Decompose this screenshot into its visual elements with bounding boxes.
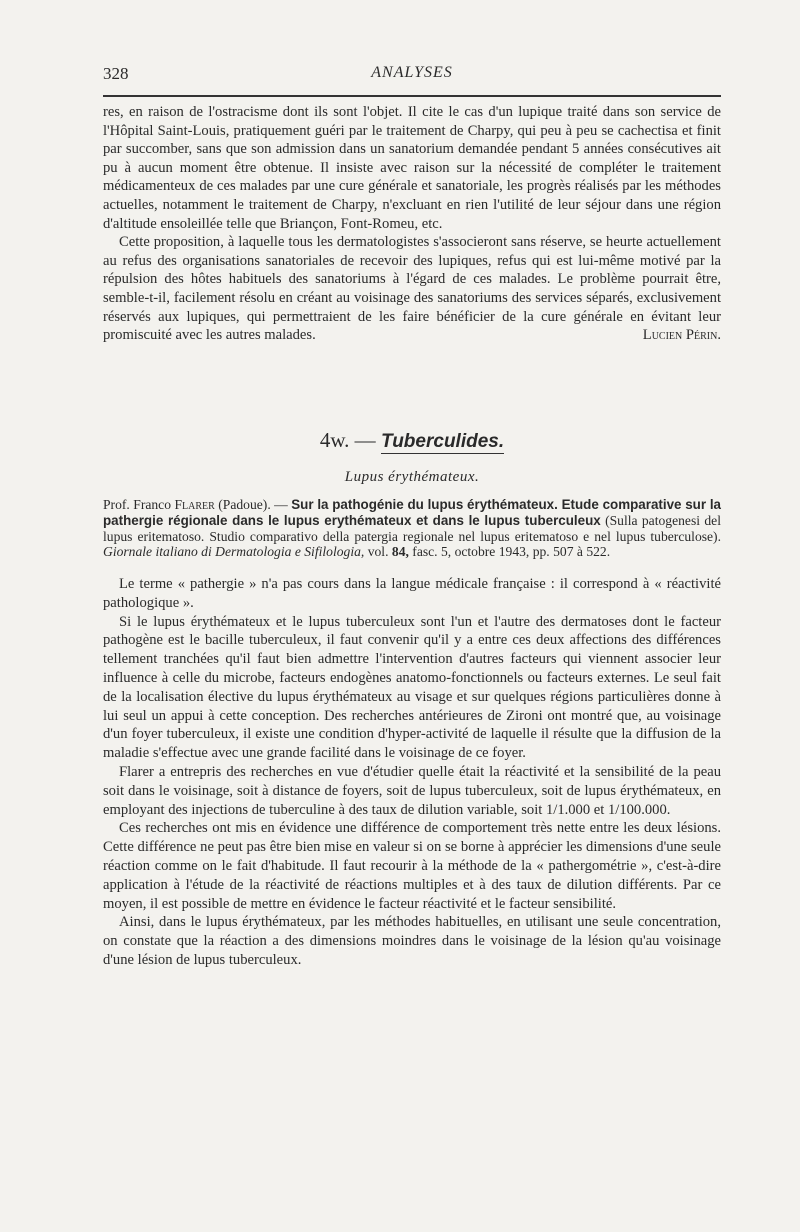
section-heading — [103, 428, 721, 453]
header-rule — [103, 95, 721, 97]
reference-vol-label: vol. — [367, 544, 389, 560]
body-paragraph-1: Le terme « pathergie » n'a pas cours dans la langue médicale française : il correspond à « réactivité pathologique ». — [103, 576, 721, 611]
reference-journal: Giornale italiano di Dermatologia e Sifilologia, — [103, 544, 365, 560]
reference-title: Sur la pathogénie du lupus érythémateux. Etude comparative sur la pathergie régionale dans le lupus erythémateux et dans le lupus tuberculeux — [103, 497, 721, 528]
page-header — [103, 64, 721, 90]
bibliographic-reference — [103, 497, 721, 560]
reference-details: fasc. 5, octobre 1943, pp. 507 à 522. — [412, 544, 611, 560]
running-head: ANALYSES — [371, 64, 453, 81]
reference-original-title: (Sulla patogenesi del lupus eritematoso. Studio comparativo della patergia regionale nel lupus eritematoso e nel lupus tuberculose). — [103, 512, 721, 544]
reference-author-place: (Padoue). — — [218, 497, 288, 512]
author-signature: Lucien Périn. — [642, 327, 721, 344]
subsection-heading: Lupus érythémateux. — [344, 469, 480, 485]
reference-volume: 84, — [391, 544, 409, 560]
reference-author-name: Flarer — [174, 497, 215, 512]
section-number: 4w. — — [319, 428, 376, 452]
review-body — [103, 575, 721, 970]
intro-paragraph-1: res, en raison de l'ostracisme dont ils sont l'objet. Il cite le cas d'un lupique traité dans son service de l'Hôpital Saint-Louis, pratiquement guéri par le traitement de Charpy, qui peu à peu se cachectisa et finit par succomber, sans que son admission dans un sanatorium demandée pendant 5 années consécutives ait pu à aucun moment être obtenue. Il insiste avec raison sur la nécessité de compléter le traitement médicamenteux de ces malades par une cure générale et sanatoriale, les progrès réalisés par les méthodes actuelles, notamment le traitement de Charpy, n'excluant en rien l'utilité de leur séjour dans une région d'altitude ensoleillée telle que Briançon, Font-Romeu, etc. — [103, 104, 721, 232]
intro-paragraph-2-text: Cette proposition, à laquelle tous les dermatologistes s'associeront sans réserve, se heurte actuellement au refus des organisations sanatoriales de recevoir des lupiques, refus qui est lui-même motivé par la répulsion des hôtes habituels des sanatoriums à l'égard de ces malades. Le problème pourrait être, semble-t-il, facilement résolu en créant au voisinage des sanatoriums des services séparés, exclusivement réservés aux lupiques, qui permettraient de les faire bénéficier de la cure générale en évitant leur promiscuité avec les autres malades. — [103, 234, 721, 344]
body-paragraph-2: Si le lupus érythémateux et le lupus tuberculeux sont l'un et l'autre des dermatoses dont le facteur pathogène est le bacille tuberculeux, il faut convenir qu'il y a entre ces deux affections des différences tellement tranchées qu'il faut bien admettre l'intervention d'autres facteurs qui viennent associer leur influence à celle du microbe, facteurs endogènes anatomo-fonctionnels ou facteurs externes. Le seul fait de la localisation élective du lupus érythémateux au visage et sur quelques régions particulières donne à lui seul un appui à cette conception. Des recherches antérieures de Zironi ont montré que, au voisinage d'un foyer tuberculeux, il existe une condition d'hyper-activité de laquelle il résulte que la diffusion de la maladie s'effectue avec une grande facilité dans le voisinage de ce foyer. — [103, 613, 721, 762]
body-paragraph-4: Ces recherches ont mis en évidence une différence de comportement très nette entre les deux lésions. Cette différence ne peut pas être bien mise en valeur si on se borne à apprécier les dimensions d'une seule réaction comme on le fait d'habitude. Il faut recourir à la méthode de la « pathergométrie », c'est-à-dire application à l'étude de la réactivité de réactions multiples et à des taux de dilution différents. Par ce moyen, il est possible de mettre en évidence le facteur réactivité et le facteur sensibilité. — [103, 820, 721, 912]
page-number: 328 — [103, 64, 129, 83]
intro-paragraph-2 — [103, 233, 721, 345]
section-name: Tuberculides. — [380, 431, 505, 452]
body-paragraph-5: Ainsi, dans le lupus érythémateux, par les méthodes habituelles, en utilisant une seule concentration, on constate que la réaction a des dimensions moindres dans le voisinage de la lésion qu'au voisinage d'une lésion de lupus tuberculeux. — [103, 914, 721, 968]
intro-text — [103, 103, 721, 345]
reference-author-prefix: Prof. Franco — [103, 497, 172, 512]
body-paragraph-3: Flarer a entrepris des recherches en vue d'étudier quelle était la réactivité et la sensibilité de la peau soit dans le voisinage, soit à distance de foyers, soit de lupus tuberculeux, soit de lupus érythémateux, en employant des injections de tuberculine à des taux de dilution variable, soit 1/1.000 et 1/100.000. — [103, 763, 721, 818]
